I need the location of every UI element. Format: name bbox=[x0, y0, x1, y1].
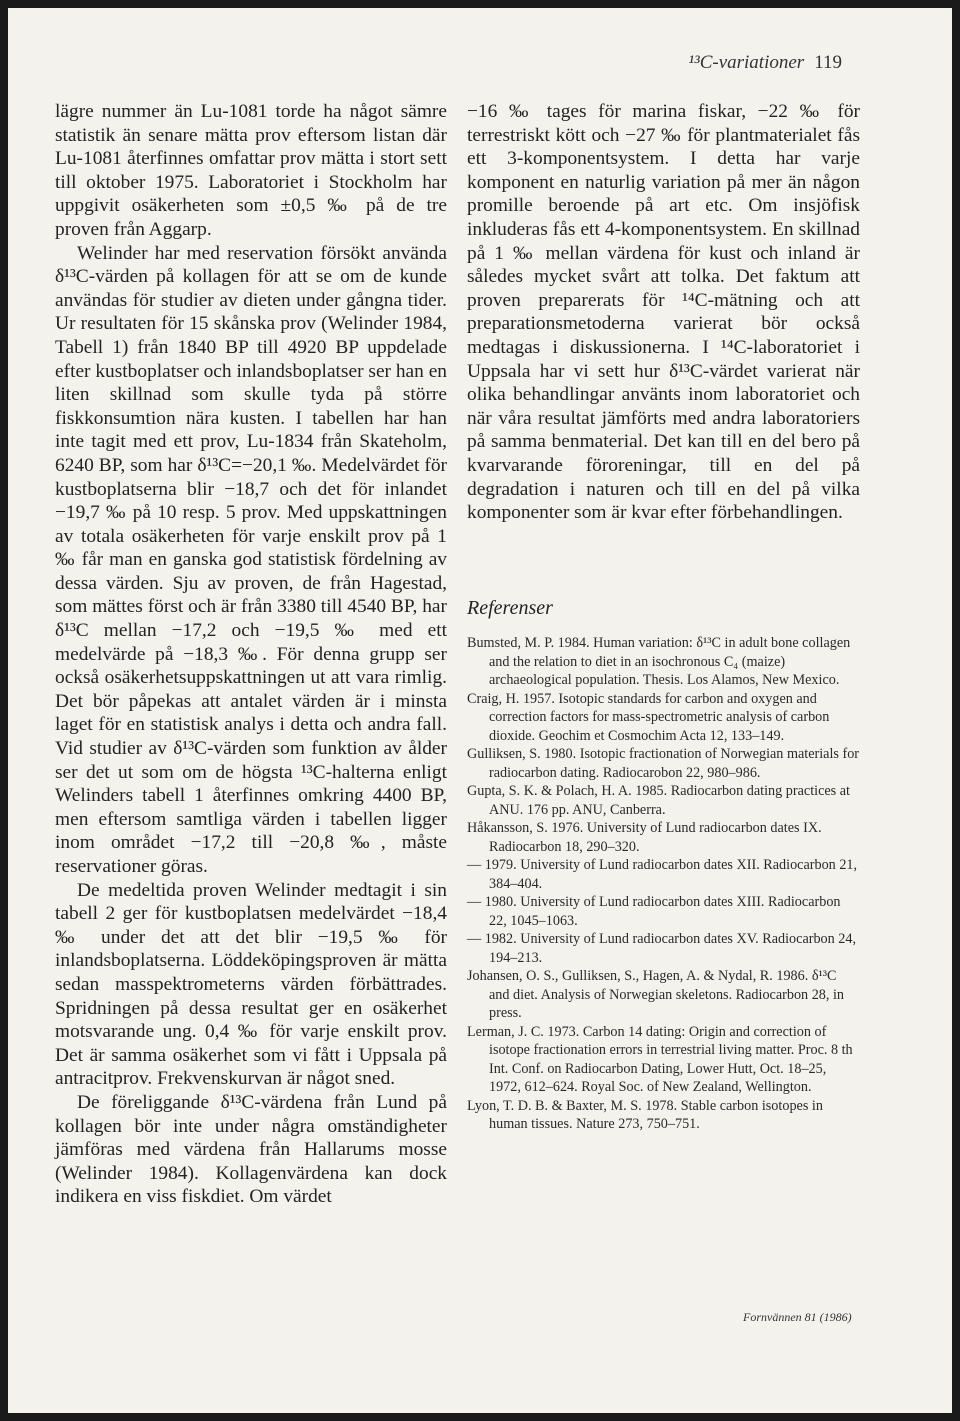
body-paragraph: lägre nummer än Lu-1081 torde ha något sämre statistik än senare mätta prov eftersom listan där Lu-1081 återfinnes omfattar prov mätta i stort sett till oktober 1975. Laboratoriet i Stockholm har uppgivit osäkerheten som ±0,5 ‰ på de tre proven från Aggarp. bbox=[55, 101, 447, 240]
document-page bbox=[8, 8, 952, 1413]
reference-item: Johansen, O. S., Gulliksen, S., Hagen, A. & Nydal, R. 1986. δ¹³C and diet. Analysis of Norwegian skeletons. Radiocarbon 28, in press. bbox=[467, 968, 845, 1022]
references-list bbox=[467, 634, 860, 1134]
reference-item: Gupta, S. K. & Polach, H. A. 1985. Radiocarbon dating practices at ANU. 176 pp. ANU, Canberra. bbox=[467, 783, 850, 818]
body-paragraph: Welinder har med reservation försökt använda δ¹³C-värden på kollagen för att se om de kunde användas för studier av dieten under gångna tider. Ur resultaten för 15 skånska prov (Welinder 1984, Tabell 1) från 1840 BP till 4920 BP uppdelade efter kustboplatser och inlandsboplatser ser han en liten skillnad som skulle tyda på större fiskkonsumtion nära kusten. I tabellen har han inte tagit med ett prov, Lu-1834 från Skateholm, 6240 BP, som har δ¹³C=−20,1 ‰. Medelvärdet för kustboplatserna blir −18,7 och det för inlandet −19,7 ‰ på 10 resp. 5 prov. Med uppskattningen av totala osäkerheten för varje enskilt prov på 1 ‰ får man en ganska god statistisk fördelning av dessa värden. Sju av proven, de från Hagestad, som mättes först och är från 3380 till 4540 BP, har δ¹³C mellan −17,2 och −19,5 ‰ med ett medelvärde på −18,3 ‰. För denna grupp ser också osäkerhetsuppskattningen ut att vara rimlig. Det bör påpekas att antalet värden är i minsta laget för en statistisk analys i detta och andra fall. Vid studier av δ¹³C-värden som funktion av ålder ser det ut som om de högsta ¹³C-halterna enligt Welinders tabell 1 återfinnes omkring 4400 BP, men eftersom samtliga värden i tabellen ligger inom området −17,2 till −20,8 ‰, måste reservationer göras. bbox=[55, 242, 447, 877]
left-column bbox=[55, 100, 447, 1209]
reference-item: — 1982. University of Lund radiocarbon dates XV. Radiocarbon 24, 194–213. bbox=[467, 931, 857, 966]
running-header bbox=[688, 52, 842, 74]
body-paragraph: −16 ‰ tages för marina fiskar, −22 ‰ för terrestriskt kött och −27 ‰ för plantmaterialet fås ett 3-komponentsystem. I detta har varje komponent en naturlig variation på mer än någon promille beroende på art etc. Om insjöfisk inkluderas fås ett 4-komponentsystem. En skillnad på 1 ‰ mellan värdena för kust och inland är således mycket svårt att tolka. Det faktum att proven preparerats för ¹⁴C-mätning och att preparationsmetoderna varierat bör också medtagas i diskussionerna. I ¹⁴C-laboratoriet i Uppsala har vi sett hur δ¹³C-värdet varierat när olika behandlingar använts inom laboratoriet och när våra resultat jämförts med andra laboratoriers på samma benmaterial. Det kan till en del bero på kvarvarande föroreningar, till en del på degradation i naturen och till en del på vilka komponenter som är kvar efter förbehandlingen. bbox=[467, 101, 860, 524]
reference-item: Lerman, J. C. 1973. Carbon 14 dating: Origin and correction of isotope fractionation errors in terrestrial living matter. Proc. 8 th Int. Conf. on Radiocarbon Dating, Lower Hutt, Oct. 18–25, 1972, 612–624. Royal Soc. of New Zealand, Wellington. bbox=[467, 1023, 853, 1096]
reference-item: — 1980. University of Lund radiocarbon dates XIII. Radiocarbon 22, 1045–1063. bbox=[467, 894, 841, 929]
running-title: ¹³C-variationer bbox=[688, 52, 805, 73]
reference-item: Lyon, T. D. B. & Baxter, M. S. 1978. Stable carbon isotopes in human tissues. Nature 273, 750–751. bbox=[467, 1097, 823, 1133]
reference-item: Bumsted, M. P. 1984. Human variation: δ¹³C in adult bone collagen and the relation to diet in an isochronous C₄ (maize) archaeological population. Thesis. Los Alamos, New Mexico. bbox=[467, 635, 851, 689]
reference-item: — 1979. University of Lund radiocarbon dates XII. Radiocarbon 21, 384–404. bbox=[467, 857, 858, 892]
reference-item: Håkansson, S. 1976. University of Lund radiocarbon dates IX. Radiocarbon 18, 290–320. bbox=[467, 820, 822, 855]
body-paragraph: De föreliggande δ¹³C-värdena från Lund på kollagen bör inte under några omständigheter jämföras med värdena från Hallarums mosse (Welinder 1984). Kollagenvärdena kan dock indikera en viss fiskdiet. Om värdet bbox=[55, 1091, 447, 1208]
right-column bbox=[467, 100, 860, 1134]
journal-footer: Fornvännen 81 (1986) bbox=[743, 1310, 852, 1324]
reference-item: Craig, H. 1957. Isotopic standards for carbon and oxygen and correction factors for mass-spectrometric analysis of carbon dioxide. Geochim et Cosmochim Acta 12, 133–149. bbox=[467, 690, 830, 744]
reference-item: Gulliksen, S. 1980. Isotopic fractionation of Norwegian materials for radiocarbon dating. Radiocarobon 22, 980–986. bbox=[467, 746, 860, 781]
body-paragraph: De medeltida proven Welinder medtagit i sin tabell 2 ger för kustboplatsen medelvärdet −18,4 ‰ under det att det blir −19,5 ‰ för inlandsboplatserna. Löddeköpingsproven är mätta sedan masspektrometerns värden förbättrades. Spridningen på dessa resultat ger en osäkerhet motsvarande ung. 0,4 ‰ för varje enskilt prov. Det är samma osäkerhet som vi fått i Uppsala på antracitprov. Frekvenskurvan är något sned. bbox=[55, 879, 447, 1090]
references-heading: Referenser bbox=[467, 596, 553, 619]
page-number: 119 bbox=[814, 52, 842, 73]
